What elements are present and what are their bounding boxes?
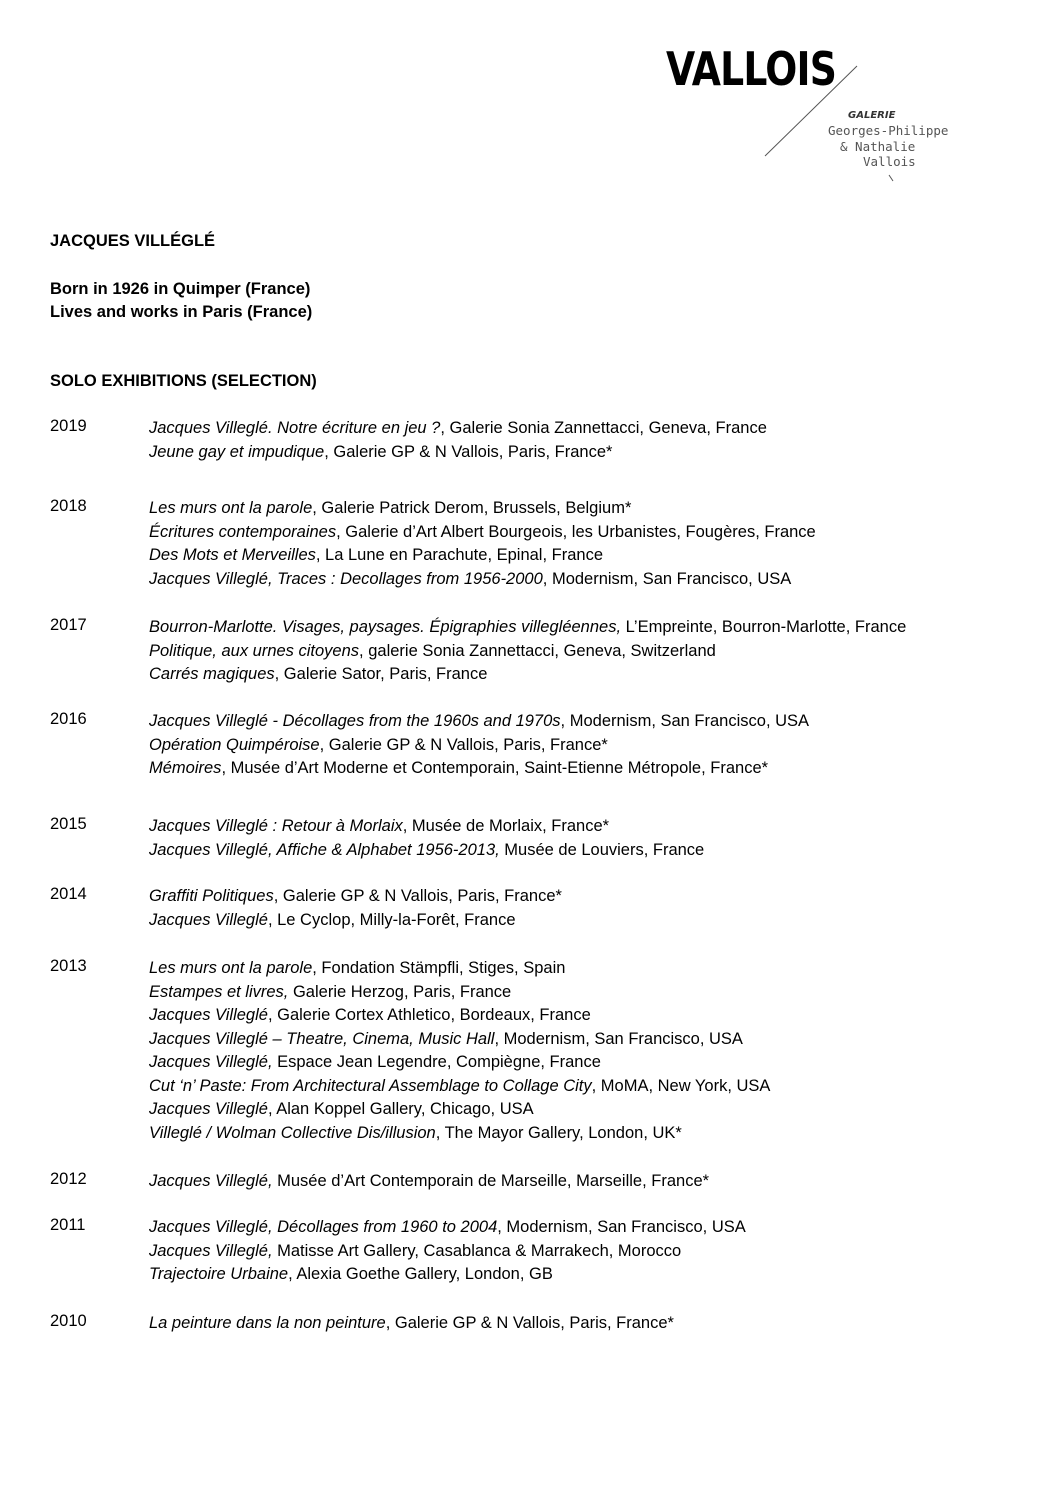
exhibition-venue: , Galerie GP & N Vallois, Paris, France* <box>319 735 608 754</box>
logo-name-line: & Nathalie <box>840 138 916 154</box>
exhibition-entry <box>149 981 1044 1005</box>
exhibition-title: Jacques Villeglé, Affiche & Alphabet 1956-2013, <box>149 840 500 859</box>
artist-born: Born in 1926 in Quimper (France) <box>50 280 311 298</box>
exhibition-entries <box>149 957 1044 1145</box>
exhibition-title: Des Mots et Merveilles <box>149 546 316 564</box>
exhibition-entry <box>149 1004 1044 1028</box>
logo-owner-names <box>818 123 968 170</box>
exhibition-title: Jacques Villeglé <box>149 910 268 929</box>
exhibition-entry <box>149 885 1044 909</box>
exhibition-venue: Musée de Louviers, France <box>499 840 705 859</box>
exhibition-venue: , Modernism, San Francisco, USA <box>560 712 810 730</box>
year-label: 2019 <box>50 417 87 435</box>
exhibition-entries <box>149 616 1044 687</box>
year-label: 2014 <box>50 885 87 903</box>
exhibition-entry <box>149 663 1044 687</box>
logo-galerie-label: GALERIE <box>848 110 896 121</box>
exhibition-title: Opération Quimpéroise <box>149 735 320 754</box>
exhibition-title: Trajectoire Urbaine <box>149 1265 289 1283</box>
exhibition-title: Jacques Villeglé <box>149 1006 268 1024</box>
exhibition-venue: , La Lune en Parachute, Epinal, France <box>315 546 603 564</box>
exhibition-venue: , Musée de Morlaix, France* <box>402 817 610 835</box>
exhibition-venue: , Galerie Sator, Paris, France <box>274 665 488 683</box>
exhibition-entry <box>149 544 1044 568</box>
year-label: 2013 <box>50 957 87 975</box>
exhibition-venue: L’Empreinte, Bourron-Marlotte, France <box>621 618 907 636</box>
exhibition-entry <box>149 640 1044 664</box>
exhibition-entry <box>149 710 1044 734</box>
exhibition-title: Jacques Villeglé : Retour à Morlaix <box>149 817 403 835</box>
exhibition-entry <box>149 734 1044 758</box>
exhibition-venue: , Galerie Cortex Athletico, Bordeaux, France <box>267 1006 591 1024</box>
year-label: 2017 <box>50 616 87 634</box>
exhibition-title: Bourron-Marlotte. Visages, paysages. Épigraphies villegléennes, <box>149 618 622 636</box>
exhibition-title: Jacques Villeglé. Notre écriture en jeu ? <box>149 419 441 437</box>
exhibition-venue: Espace Jean Legendre, Compiègne, France <box>272 1053 601 1071</box>
exhibition-venue: , Modernism, San Francisco, USA <box>494 1029 743 1048</box>
exhibition-entry <box>149 1312 1044 1336</box>
exhibition-venue: , Galerie GP & N Vallois, Paris, France* <box>273 887 562 905</box>
exhibition-title: Jacques Villeglé - Décollages from the 1960s and 1970s <box>149 712 561 730</box>
year-label: 2016 <box>50 710 87 728</box>
exhibition-entries <box>149 710 1044 781</box>
exhibition-entry <box>149 1122 1044 1146</box>
exhibition-entries <box>149 1312 1044 1336</box>
year-label: 2010 <box>50 1312 87 1330</box>
year-label: 2012 <box>50 1170 87 1188</box>
exhibition-entry <box>149 815 1044 839</box>
exhibition-entries <box>149 1170 1044 1194</box>
exhibition-entry <box>149 1263 1044 1287</box>
exhibition-entries <box>149 497 1044 591</box>
exhibition-entry <box>149 521 1044 545</box>
exhibition-title: La peinture dans la non peinture <box>149 1314 386 1332</box>
exhibition-entry <box>149 1051 1044 1075</box>
exhibition-venue: , Galerie Patrick Derom, Brussels, Belgium* <box>312 499 632 517</box>
exhibition-entry <box>149 568 1044 592</box>
exhibition-venue: Matisse Art Gallery, Casablanca & Marrakech, Morocco <box>272 1241 682 1260</box>
exhibition-title: Politique, aux urnes citoyens <box>149 641 360 660</box>
exhibition-entries <box>149 815 1044 862</box>
exhibition-title: Écritures contemporaines <box>149 522 337 541</box>
artist-bio <box>50 278 312 324</box>
exhibition-venue: , Fondation Stämpfli, Stiges, Spain <box>312 959 566 977</box>
exhibition-venue: , Modernism, San Francisco, USA <box>497 1218 746 1236</box>
exhibition-entry <box>149 1170 1044 1194</box>
gallery-logo <box>660 28 960 198</box>
exhibition-entry <box>149 957 1044 981</box>
exhibition-venue: , Musée d’Art Moderne et Contemporain, Saint-Etienne Métropole, France* <box>221 759 769 777</box>
exhibition-title: Jacques Villeglé <box>149 1100 268 1118</box>
exhibition-entry <box>149 417 1044 441</box>
exhibition-entries <box>149 417 1044 464</box>
exhibition-venue: Musée d’Art Contemporain de Marseille, Marseille, France* <box>272 1172 710 1190</box>
exhibition-title: Cut ‘n’ Paste: From Architectural Assemblage to Collage City <box>149 1076 592 1095</box>
exhibition-entries <box>149 885 1044 932</box>
exhibition-entries <box>149 1216 1044 1287</box>
exhibition-title: Mémoires <box>149 759 222 777</box>
exhibition-entry <box>149 1075 1044 1099</box>
exhibition-venue: , Modernism, San Francisco, USA <box>542 569 792 588</box>
exhibition-entry <box>149 839 1044 863</box>
exhibition-entry <box>149 497 1044 521</box>
logo-name-line: Georges-Philippe <box>828 123 949 138</box>
exhibition-title: Estampes et livres, <box>149 982 289 1001</box>
exhibition-title: Jacques Villeglé, <box>149 1053 273 1071</box>
exhibition-title: Jeune gay et impudique <box>149 442 325 461</box>
exhibition-entry <box>149 441 1044 465</box>
artist-lives: Lives and works in Paris (France) <box>50 303 313 321</box>
exhibition-title: Les murs ont la parole <box>149 959 313 977</box>
exhibition-venue: , Alexia Goethe Gallery, London, GB <box>288 1265 553 1283</box>
exhibition-title: Graffiti Politiques <box>149 887 274 905</box>
exhibition-venue: , MoMA, New York, USA <box>591 1076 771 1095</box>
exhibition-venue: , Galerie Sonia Zannettacci, Geneva, France <box>440 419 767 437</box>
exhibition-venue: , Le Cyclop, Milly-la-Forêt, France <box>267 910 516 929</box>
exhibition-entry <box>149 909 1044 933</box>
year-label: 2018 <box>50 497 87 515</box>
exhibition-venue: , Galerie d’Art Albert Bourgeois, les Urbanistes, Fougères, France <box>336 522 816 541</box>
exhibition-title: Villeglé / Wolman Collective Dis/illusion <box>149 1123 436 1142</box>
exhibition-venue: , The Mayor Gallery, London, UK* <box>435 1123 682 1142</box>
exhibition-title: Jacques Villeglé, <box>149 1241 273 1260</box>
logo-name-line: Vallois <box>863 154 916 169</box>
exhibition-title: Jacques Villeglé, Traces : Decollages from 1956-2000 <box>149 569 543 588</box>
exhibition-title: Les murs ont la parole <box>149 499 313 517</box>
exhibition-venue: , Galerie GP & N Vallois, Paris, France* <box>385 1314 674 1332</box>
exhibition-venue: , Alan Koppel Gallery, Chicago, USA <box>267 1100 534 1118</box>
exhibition-venue: Galerie Herzog, Paris, France <box>288 982 512 1001</box>
artist-name: JACQUES VILLÉGLÉ <box>50 232 216 250</box>
exhibition-entry <box>149 616 1044 640</box>
exhibition-venue: , Galerie GP & N Vallois, Paris, France* <box>324 442 613 461</box>
exhibition-entry <box>149 1240 1044 1264</box>
year-label: 2015 <box>50 815 87 833</box>
exhibition-entry <box>149 1028 1044 1052</box>
section-title: SOLO EXHIBITIONS (SELECTION) <box>50 372 317 390</box>
exhibition-venue: , galerie Sonia Zannettacci, Geneva, Switzerland <box>359 641 716 660</box>
exhibition-title: Jacques Villeglé, Décollages from 1960 to 2004 <box>149 1218 498 1236</box>
exhibition-entry <box>149 757 1044 781</box>
exhibition-title: Jacques Villeglé, <box>149 1172 273 1190</box>
year-label: 2011 <box>50 1216 86 1234</box>
exhibition-entry <box>149 1216 1044 1240</box>
logo-wordmark: VALLOIS <box>666 42 837 96</box>
exhibition-entry <box>149 1098 1044 1122</box>
exhibition-title: Carrés magiques <box>149 665 275 683</box>
exhibition-title: Jacques Villeglé – Theatre, Cinema, Music Hall <box>149 1029 495 1048</box>
